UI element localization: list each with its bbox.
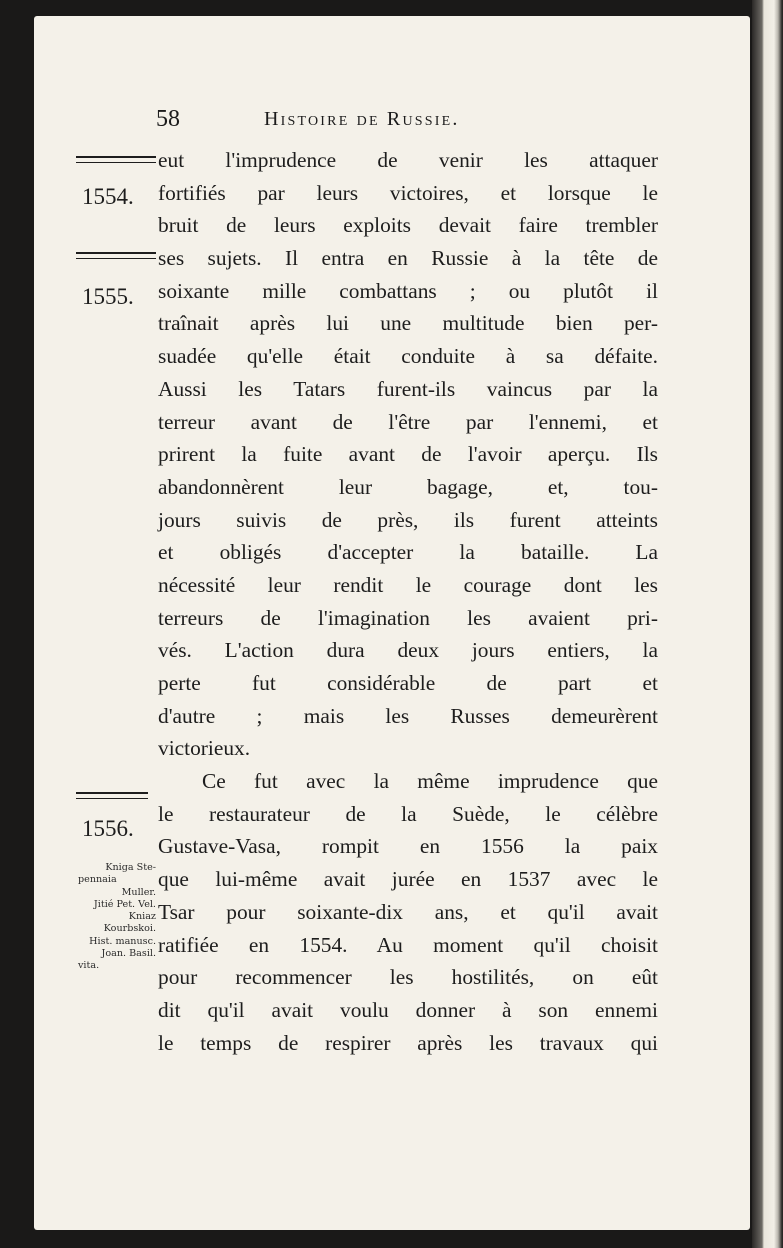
margin-year: 1554. xyxy=(82,184,134,209)
text-line: terreur avant de l'être par l'ennemi, et xyxy=(158,409,658,434)
text-line: ses sujets. Il entra en Russie à la tête de xyxy=(158,246,658,271)
text-line: traînait après lui une multitude bien per- xyxy=(158,311,658,336)
margin-year: 1556. xyxy=(82,816,134,841)
page-number: 58 xyxy=(156,106,180,132)
text-line: perte fut considérable de part et xyxy=(158,671,658,695)
source-line: pennaia xyxy=(78,874,117,886)
running-title: Histoire de Russie. xyxy=(264,108,460,130)
source-line: Jitié Pet. Vel. xyxy=(93,898,156,910)
text-line: dit qu'il avait voulu donner à son ennemi xyxy=(158,997,658,1022)
text-line: vés. L'action dura deux jours entiers, la xyxy=(158,638,658,663)
source-line: Muller. xyxy=(121,886,156,898)
source-line: Hist. manusc. xyxy=(89,935,156,947)
margin-rule xyxy=(76,258,156,259)
text-line: fortifiés par leurs victoires, et lorsque le xyxy=(158,180,658,205)
source-line: Kourbskoi. xyxy=(103,923,156,935)
text-line: victorieux. xyxy=(158,736,251,761)
text-line: pour recommencer les hostilités, on eût xyxy=(158,965,658,990)
text-line: que lui-même avait jurée en 1537 avec le xyxy=(158,867,658,892)
text-line: le temps de respirer après les travaux qui xyxy=(158,1030,658,1055)
text-line: Ce fut avec la même imprudence que xyxy=(202,769,658,794)
page-header xyxy=(34,106,750,146)
page-edge-binding xyxy=(752,0,783,1248)
margin-sources xyxy=(78,862,156,973)
text-line: Gustave-Vasa, rompit en 1556 la paix xyxy=(158,834,658,859)
margin-year: 1555. xyxy=(82,284,134,309)
text-line: nécessité leur rendit le courage dont les xyxy=(158,572,658,597)
text-line: jours suivis de près, ils furent atteints xyxy=(158,507,658,532)
page-sheet xyxy=(34,16,750,1230)
text-line: Aussi les Tatars furent-ils vaincus par la xyxy=(158,376,658,401)
text-line: suadée qu'elle était conduite à sa défaite. xyxy=(158,344,658,369)
text-line: bruit de leurs exploits devait faire trembler xyxy=(158,213,658,238)
source-line: Kniga Ste- xyxy=(105,862,156,873)
source-line: Kniaz xyxy=(128,911,156,923)
source-line: Joan. Basil. xyxy=(101,948,156,960)
margin-rule xyxy=(76,792,148,794)
text-line: eut l'imprudence de venir les attaquer xyxy=(158,148,658,172)
text-line: soixante mille combattans ; ou plutôt il xyxy=(158,278,658,303)
margin-rule xyxy=(76,798,148,799)
body-text xyxy=(158,144,658,1059)
text-line: Tsar pour soixante-dix ans, et qu'il avait xyxy=(158,899,658,924)
text-line: et obligés d'accepter la bataille. La xyxy=(158,540,658,565)
source-line: vita. xyxy=(78,960,100,972)
text-line: prirent la fuite avant de l'avoir aperçu. Ils xyxy=(158,442,658,467)
text-line: ratifiée en 1554. Au moment qu'il choisit xyxy=(158,932,658,957)
text-line: terreurs de l'imagination les avaient pri- xyxy=(158,605,658,630)
text-line: d'autre ; mais les Russes demeurèrent xyxy=(158,703,658,728)
text-line: le restaurateur de la Suède, le célèbre xyxy=(158,801,658,826)
text-line: abandonnèrent leur bagage, et, tou- xyxy=(158,474,658,499)
margin-rule xyxy=(76,252,156,254)
margin-rule xyxy=(76,162,156,163)
margin-rule xyxy=(76,156,156,158)
